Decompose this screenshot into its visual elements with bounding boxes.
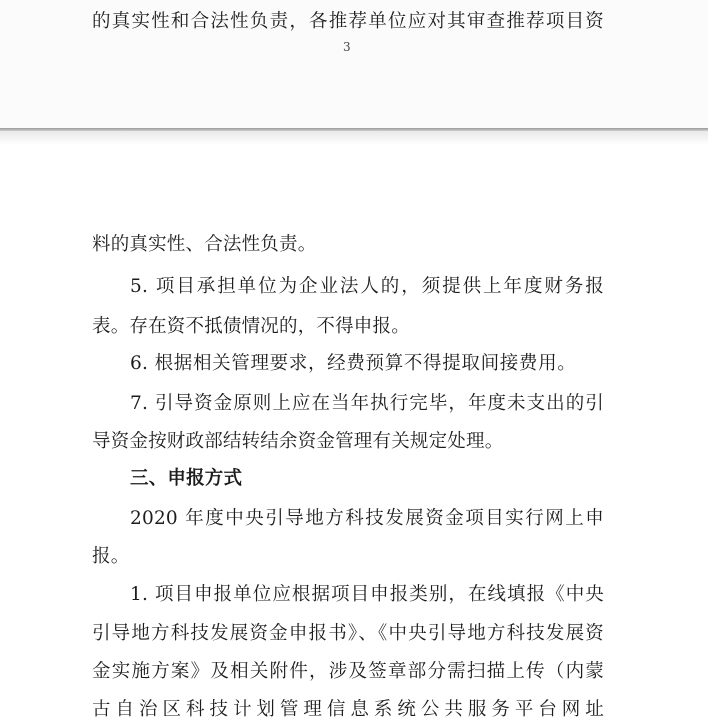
paragraph-line: 金实施方案》及相关附件，涉及签章部分需扫描上传（内蒙	[92, 661, 604, 682]
paragraph-line: 引导地方科技发展资金申报书》、《中央引导地方科技发展资	[92, 623, 604, 644]
page-break-shadow	[0, 131, 708, 145]
page-number: 3	[343, 40, 351, 54]
paragraph-line: 报。	[92, 546, 130, 567]
paragraph-line: 导资金按财政部结转结余资金管理有关规定处理。	[92, 431, 504, 452]
paragraph-line: 6. 根据相关管理要求，经费预算不得提取间接费用。	[130, 353, 576, 374]
paragraph-line: 表。存在资不抵债情况的，不得申报。	[92, 316, 410, 337]
paragraph-line: 料的真实性、合法性负责。	[92, 234, 317, 255]
paragraph-line: 古自治区科技计划管理信息系统公共服务平台网址	[92, 699, 604, 720]
previous-page-text-line: 的真实性和合法性负责，各推荐单位应对其审查推荐项目资	[92, 11, 604, 32]
paragraph-line: 1. 项目申报单位应根据项目申报类别，在线填报《中央	[130, 584, 604, 605]
paragraph-line: 7. 引导资金原则上应在当年执行完毕，年度未支出的引	[130, 393, 604, 414]
paragraph-line: 5. 项目承担单位为企业法人的，须提供上年度财务报	[130, 276, 604, 297]
section-heading: 三、申报方式	[130, 468, 243, 489]
paragraph-line: 2020 年度中央引导地方科技发展资金项目实行网上申	[130, 508, 604, 529]
